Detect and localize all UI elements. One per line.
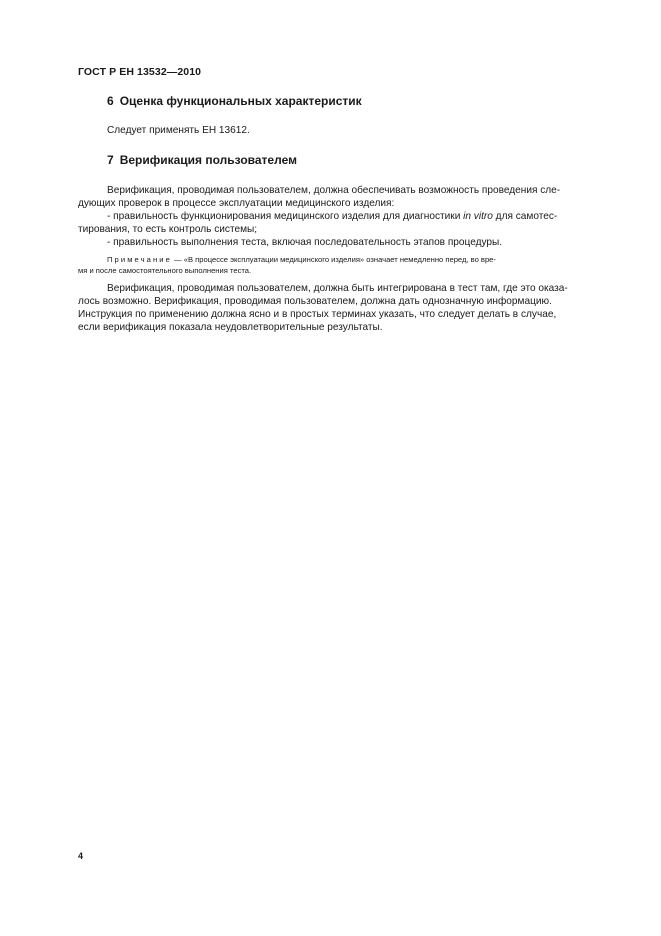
- note-line1-rest: — «В процессе эксплуатации медицинского изделия» означает немедленно перед, во вре-: [171, 255, 496, 264]
- running-header: ГОСТ Р ЕН 13532—2010: [78, 66, 202, 78]
- para2-line4: если верификация показала неудовлетворительные результаты.: [78, 322, 383, 333]
- bullet1-italic: in vitro: [463, 211, 493, 222]
- para1-line2: дующих проверок в процессе эксплуатации медицинского изделия:: [78, 198, 395, 209]
- note: [78, 254, 496, 276]
- bullet1-part2: для самотес-: [492, 211, 558, 222]
- section-6-heading: [107, 94, 362, 108]
- note-label: Примечание: [107, 255, 172, 264]
- section-7-body: [78, 184, 618, 249]
- para2-line2: лось возможно. Верификация, проводимая пользователем, должна дать однозначную информацию.: [78, 296, 552, 307]
- section-7-heading: [107, 153, 297, 167]
- page-number: 4: [78, 851, 84, 861]
- section-6-title: Оценка функциональных характеристик: [119, 94, 362, 108]
- note-line2: мя и после самостоятельного выполнения теста.: [78, 266, 252, 275]
- section-7-title: Верификация пользователем: [119, 153, 297, 167]
- para2-line3: Инструкция по применению должна ясно и в простых терминах указать, что следует делать в случае,: [78, 309, 557, 320]
- bullet2: - правильность выполнения теста, включая последовательность этапов процедуры.: [107, 237, 503, 248]
- section-6-number: 6: [107, 94, 114, 108]
- section-7-para2: [78, 282, 618, 334]
- bullet1-part1: - правильность функционирования медицинского изделия для диагностики: [107, 211, 464, 222]
- para2-line1: Верификация, проводимая пользователем, должна быть интегрирована в тест там, где это оказа-: [107, 283, 568, 294]
- bullet1-line2: тирования, то есть контроль системы;: [78, 224, 258, 235]
- bullet1-line1: [78, 210, 618, 223]
- section-6-text: Следует применять ЕН 13612.: [107, 125, 250, 136]
- para1-line1: Верификация, проводимая пользователем, должна обеспечивать возможность проведения сле-: [107, 185, 561, 196]
- section-7-number: 7: [107, 153, 114, 167]
- note-line1: [78, 254, 496, 265]
